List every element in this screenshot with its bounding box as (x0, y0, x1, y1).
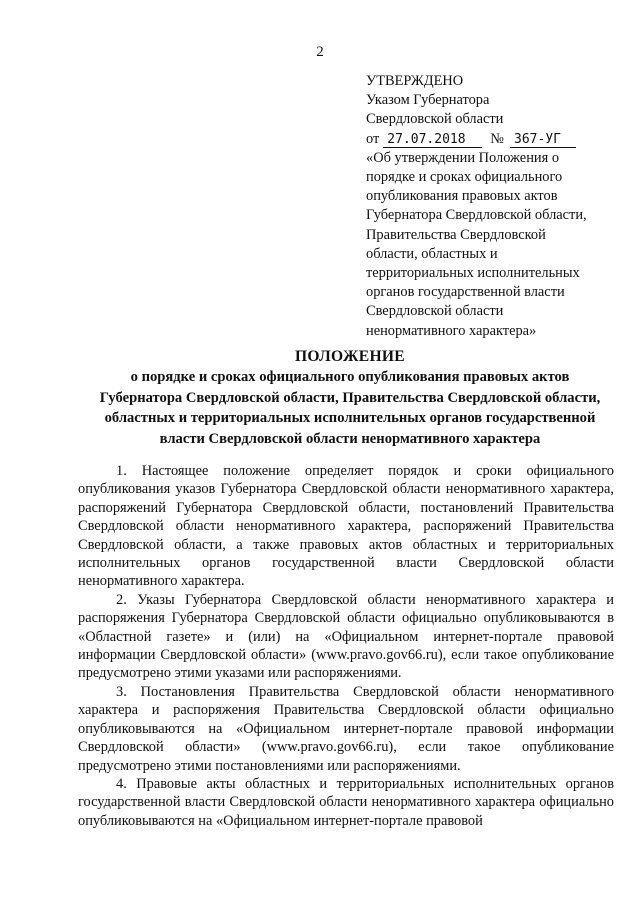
document-body (78, 462, 614, 830)
approval-about-line: Губернатора Свердловской области, (366, 207, 587, 224)
date-prefix: от (366, 130, 380, 147)
approval-about-line: Правительства Свердловской (366, 226, 546, 243)
approval-about-line: ненормативного характера» (366, 322, 537, 339)
approval-about-line: области, областных и (366, 245, 498, 262)
approval-date-number-line (366, 130, 616, 149)
approval-date: 27.07.2018 (383, 132, 482, 148)
approval-about-line: территориальных исполнительных (366, 265, 580, 282)
paragraph-2: 2. Указы Губернатора Свердловской области ненормативного характера и распоряжения Губернатора Свердловской области официально опубликовываются в «Областной газете» и (или) на «Официальном интернет-портале правовой информации Свердловской области» (www.pravo.gov66.ru), если такое опубликование предусмотрено этими указами или распоряжениями. (78, 591, 614, 682)
document-title-line: власти Свердловской области ненормативного характера (159, 430, 541, 447)
paragraph-3: 3. Постановления Правительства Свердловской области ненормативного характера и распоряжения Правительства Свердловской области официально опубликовываются на «Официальном интернет-портале правовой информации Свердловской области» (www.pravo.gov66.ru), если такое опубликование предусмотрено этими постановлениями или распоряжениями. (78, 683, 614, 774)
paragraph-1: 1. Настоящее положение определяет порядок и сроки официального опубликования указов Губернатора Свердловской области ненормативного характера, распоряжений Губернатора Свердловской области, постановлений Правительства Свердловской области ненормативного характера, распоряжений Правительства Свердловской области, а также правовых актов областных и территориальных исполнительных органов государственной власти Свердловской области ненормативного характера. (78, 463, 614, 590)
approval-block (366, 72, 616, 341)
approval-about-line: опубликования правовых актов (366, 188, 558, 205)
approval-about-line: «Об утверждении Положения о (366, 149, 560, 166)
approval-about-line: Свердловской области (366, 303, 504, 320)
page-number: 2 (316, 44, 324, 60)
approval-about-line: порядке и сроках официального (366, 169, 563, 186)
document-title-line: Губернатора Свердловской области, Правительства Свердловской области, (99, 389, 601, 406)
approval-region: Свердловской области (366, 111, 504, 128)
number-prefix: № (490, 130, 505, 147)
paragraph-4: 4. Правовые акты областных и территориальных исполнительных органов государственной власти Свердловской области ненормативного характера официально опубликовываются на «Официальном интернет-портале правовой (78, 775, 614, 829)
approval-number: 367-УГ (510, 132, 576, 148)
document-title (60, 347, 640, 449)
approval-about-line: органов государственной власти (366, 284, 565, 301)
document-title-line: областных и территориальных исполнительных органов государственной (104, 410, 596, 427)
document-title-main: ПОЛОЖЕНИЕ (294, 348, 406, 365)
approval-authority: Указом Губернатора (366, 92, 490, 109)
document-title-line: о порядке и сроках официального опубликования правовых актов (130, 369, 570, 386)
approval-status: УТВЕРЖДЕНО (366, 73, 464, 89)
